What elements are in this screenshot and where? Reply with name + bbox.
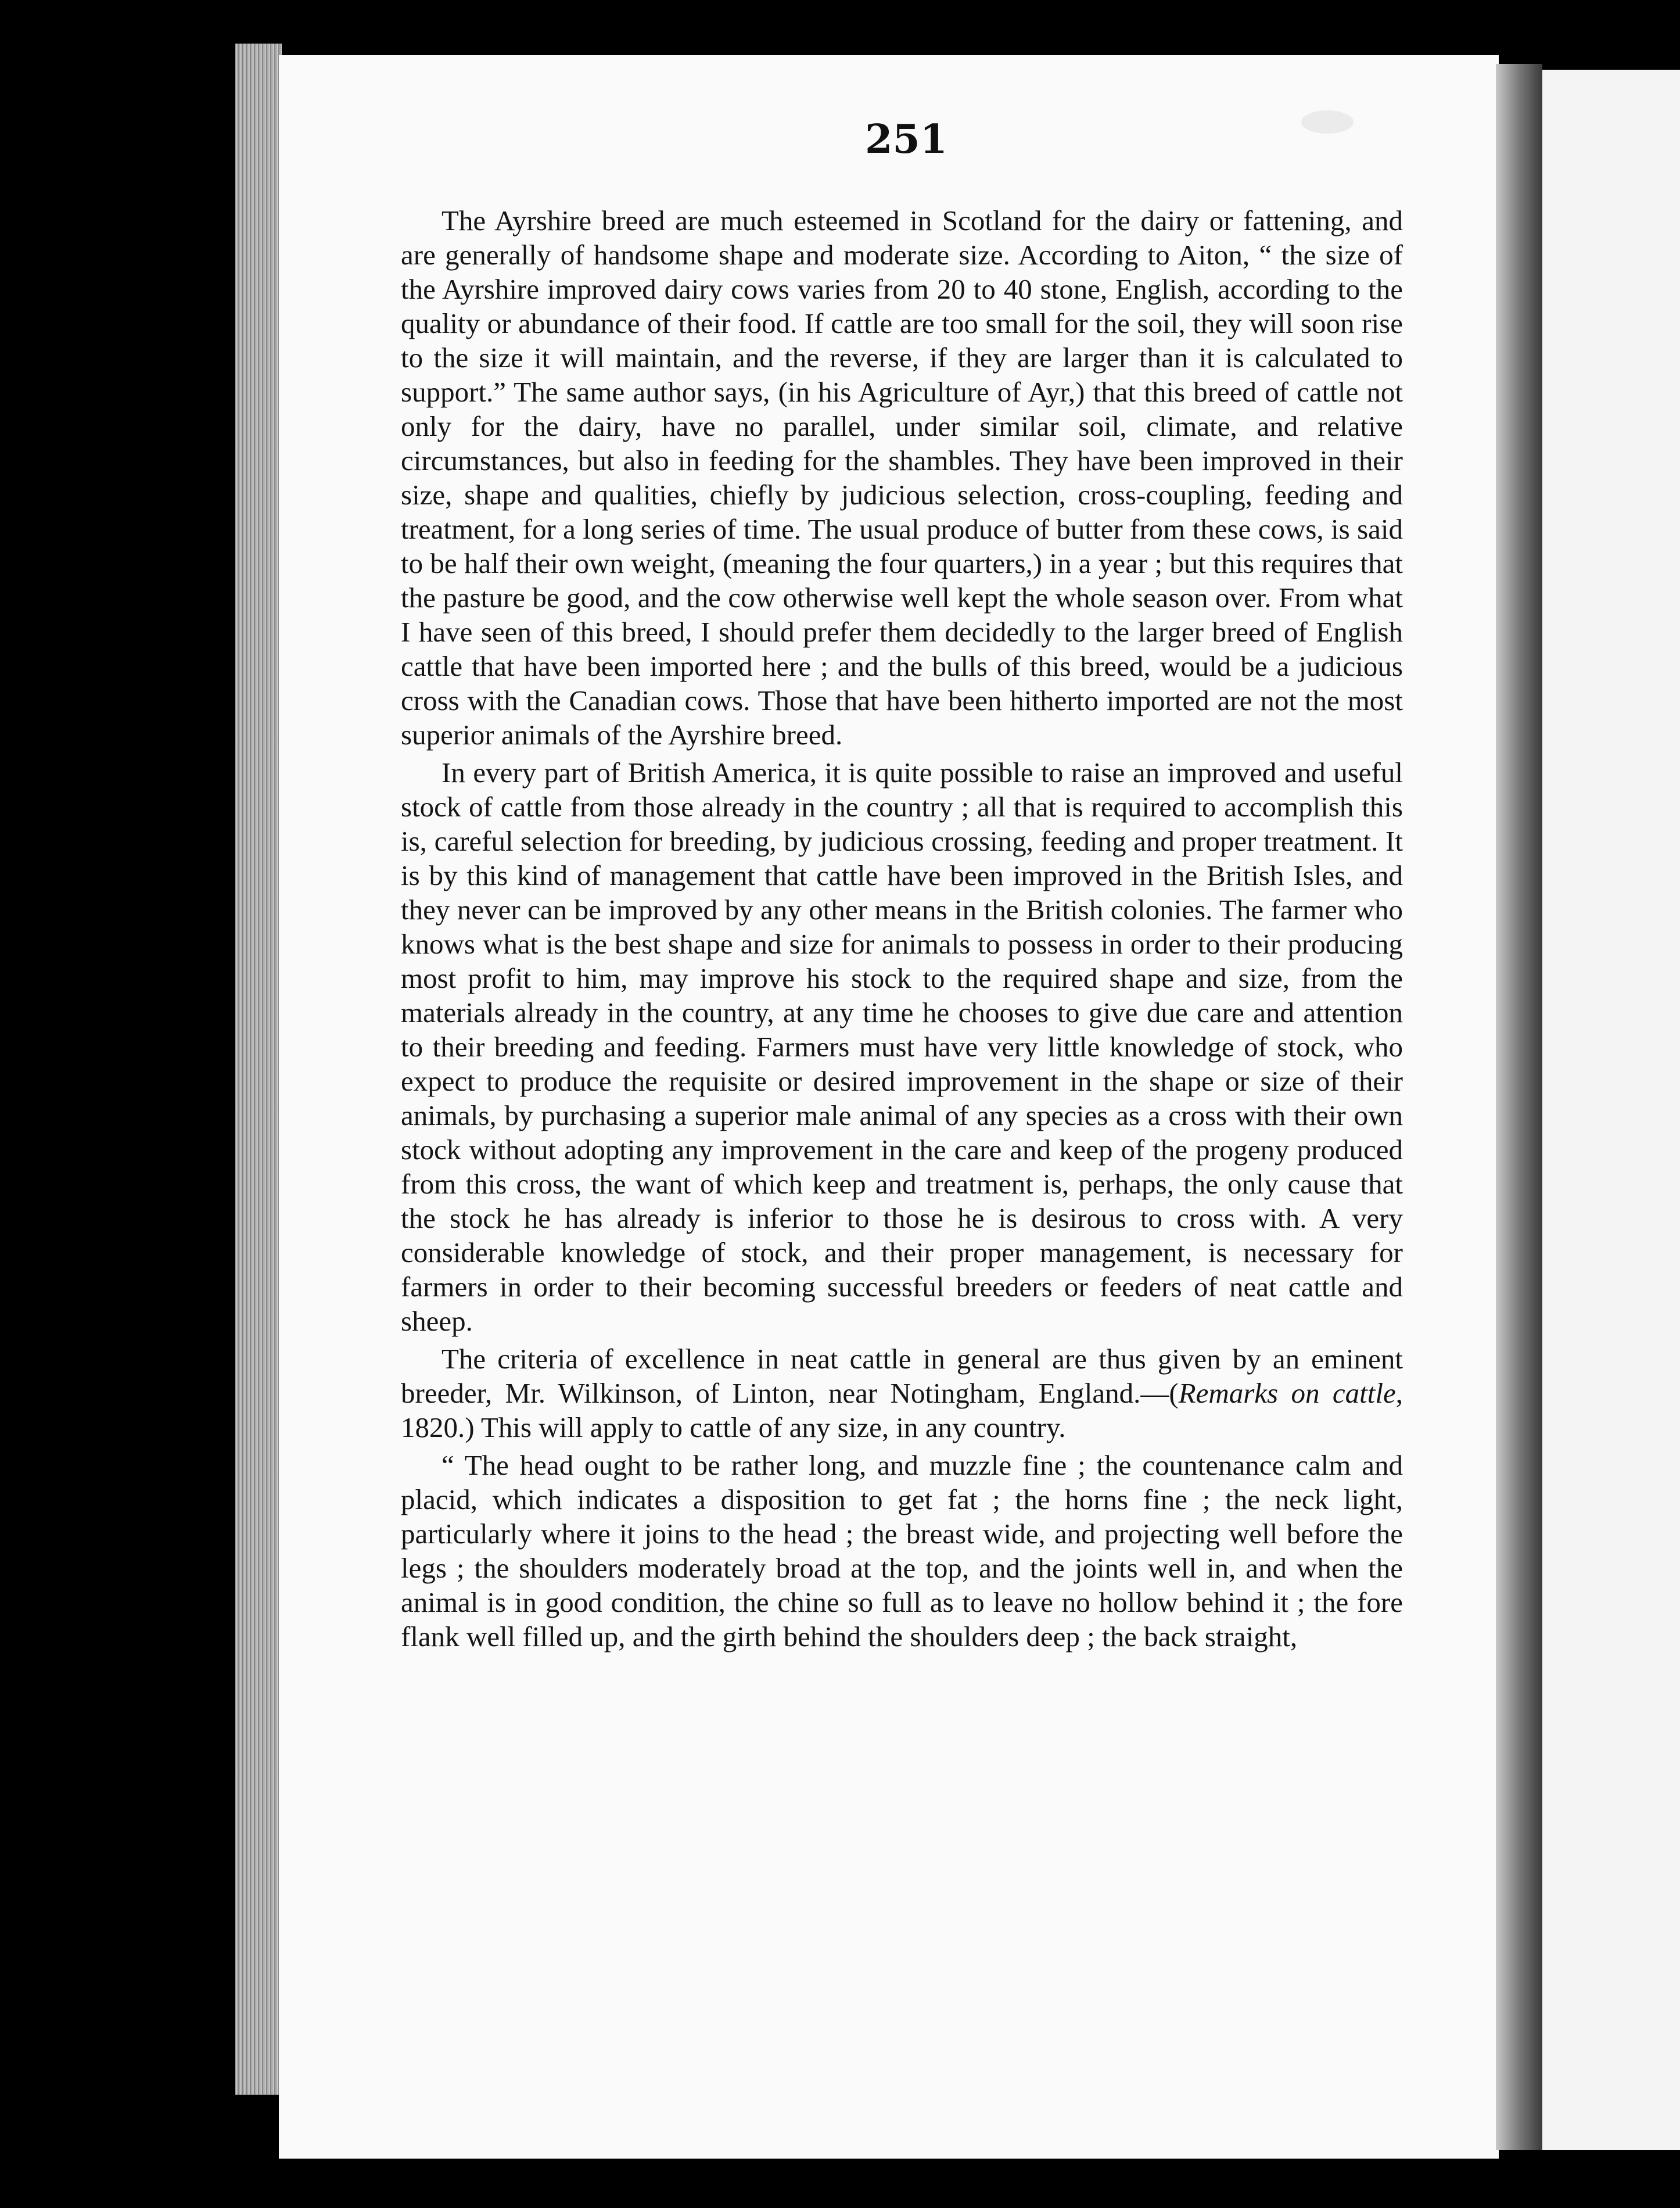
criteria-text-after: , 1820.) This will apply to cattle of any size, in any country. — [401, 1377, 1403, 1443]
criteria-text-before: The criteria of excellence in neat cattle in general are thus given by an eminent breeder, Mr. Wilkinson, of Linton, near Notingham, England.—( — [401, 1343, 1403, 1409]
facing-page — [1542, 70, 1680, 2150]
gutter-shadow — [1496, 64, 1542, 2150]
criteria-citation-title: Remarks on cattle — [1178, 1377, 1396, 1409]
paragraph-british-america: In every part of British America, it is quite possible to raise an improved and useful stock of cattle from those already in the country ; all that is required to accomplish this is, careful selection for breeding, by judicious crossing, feeding and proper treatment. It is by this kind of management that cattle have been improved in the British Isles, and they never can be improved by any other means in the British colonies. The farmer who knows what is the best shape and size for animals to possess in order to their producing most profit to him, may improve his stock to the required shape and size, from the materials already in the country, at any time he chooses to give due care and attention to their breeding and feeding. Farmers must have very little knowledge of stock, who expect to produce the requisite or desired improvement in the shape or size of their animals, by purchasing a superior male animal of any species as a cross with their own stock without adopting any improvement in the care and keep of the progeny produced from this cross, the want of which keep and treatment is, perhaps, the only cause that the stock he has already is inferior to those he is desirous to cross with. A very considerable knowledge of stock, and their proper management, is necessary for farmers in order to their becoming successful breeders or feeders of neat cattle and sheep. — [401, 757, 1403, 1337]
paper-smudge — [1301, 110, 1354, 134]
paragraph-ayrshire-breed: The Ayrshire breed are much esteemed in Scotland for the dairy or fattening, and are generally of handsome shape and moderate size. According to Aiton, “ the size of the Ayrshire improved dairy cows varies from 20 to 40 stone, English, according to the quality or abundance of their food. If cattle are too small for the soil, they will soon rise to the size it will maintain, and the reverse, if they are larger than it is calculated to support.” The same author says, (in his Agriculture of Ayr,) that this breed of cattle not only for the dairy, have no parallel, under similar soil, climate, and relative circumstances, but also in feeding for the shambles. They have been improved in their size, shape and qualities, chiefly by judicious selection, cross-coupling, feeding and treatment, for a long series of time. The usual produce of butter from these cows, is said to be half their own weight, (meaning the four quarters,) in a year ; but this requires that the pasture be good, and the cow otherwise well kept the whole season over. From what I have seen of this breed, I should prefer them decidedly to the larger breed of English cattle that have been imported here ; and the bulls of this breed, would be a judicious cross with the Canadian cows. Those that have been hitherto imported are not the most superior animals of the Ayrshire breed. — [401, 205, 1403, 751]
page-number: 251 — [865, 116, 947, 163]
book-fore-edge — [235, 44, 282, 2095]
paragraph-criteria — [401, 1342, 1403, 1444]
paragraph-head-description: “ The head ought to be rather long, and muzzle fine ; the countenance calm and placid, which indicates a disposition to get fat ; the horns fine ; the neck light, particularly where it joins to the head ; the breast wide, and projecting well before the legs ; the shoulders moderately broad at the top, and the joints well in, and when the animal is in good condition, the chine so full as to leave no hollow behind it ; the fore flank well filled up, and the girth behind the shoulders deep ; the back straight, — [401, 1449, 1403, 1653]
body-text — [401, 203, 1403, 1657]
